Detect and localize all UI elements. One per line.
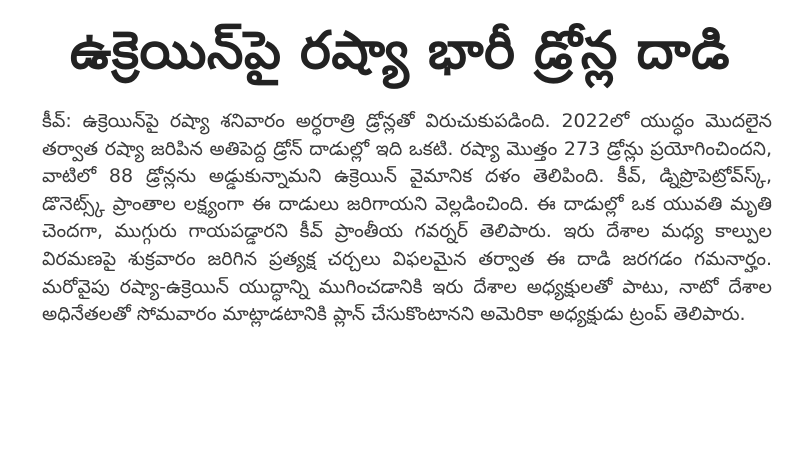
headline: ఉక్రెయిన్‌పై రష్యా భారీ డ్రోన్ల దాడి bbox=[69, 21, 731, 81]
article-body: కీవ్‌: ఉక్రెయిన్‌పై రష్యా శనివారం అర్ధరాత్రి డ్రోన్లతో విరుచుకుపడింది. 2022లో యుద్ధం మొదలైన తర్వాత రష్యా జరిపిన అతిపెద్ద డ్రోన్‌ దాడుల్లో ఇది ఒకటి. రష్యా మొత్తం 273 డ్రోన్లు ప్రయోగించిందని, వాటిలో 88 డ్రోన్లను అడ్డుకున్నామని ఉక్రెయిన్‌ వైమానిక దళం తెలిపింది. కీవ్‌, డ్నిప్రొపెట్రోవ్‌స్క్‌, డొనెట్స్క్‌ ప్రాంతాల లక్ష్యంగా ఈ దాడులు జరిగాయని వెల్లడించింది. ఈ దాడుల్లో ఒక యువతి మృతి చెందగా, ముగ్గురు గాయపడ్డారని కీవ్‌ ప్రాంతీయ గవర్నర్‌ తెలిపారు. ఇరు దేశాల మధ్య కాల్పుల విరమణపై శుక్రవారం జరిగిన ప్రత్యక్ష చర్చలు విఫలమైన తర్వాత ఈ దాడి జరగడం గమనార్హం. మరోవైపు రష్యా-ఉక్రెయిన్‌ యుద్ధాన్ని ముగించడానికి ఇరు దేశాల అధ్యక్షులతో పాటు, నాటో దేశాల అధినేతలతో సోమవారం మాట్లాడటానికి ప్లాన్‌ చేసుకొంటానని అమెరికా అధ్యక్షుడు ట్రంప్‌ తెలిపారు. bbox=[42, 110, 772, 326]
